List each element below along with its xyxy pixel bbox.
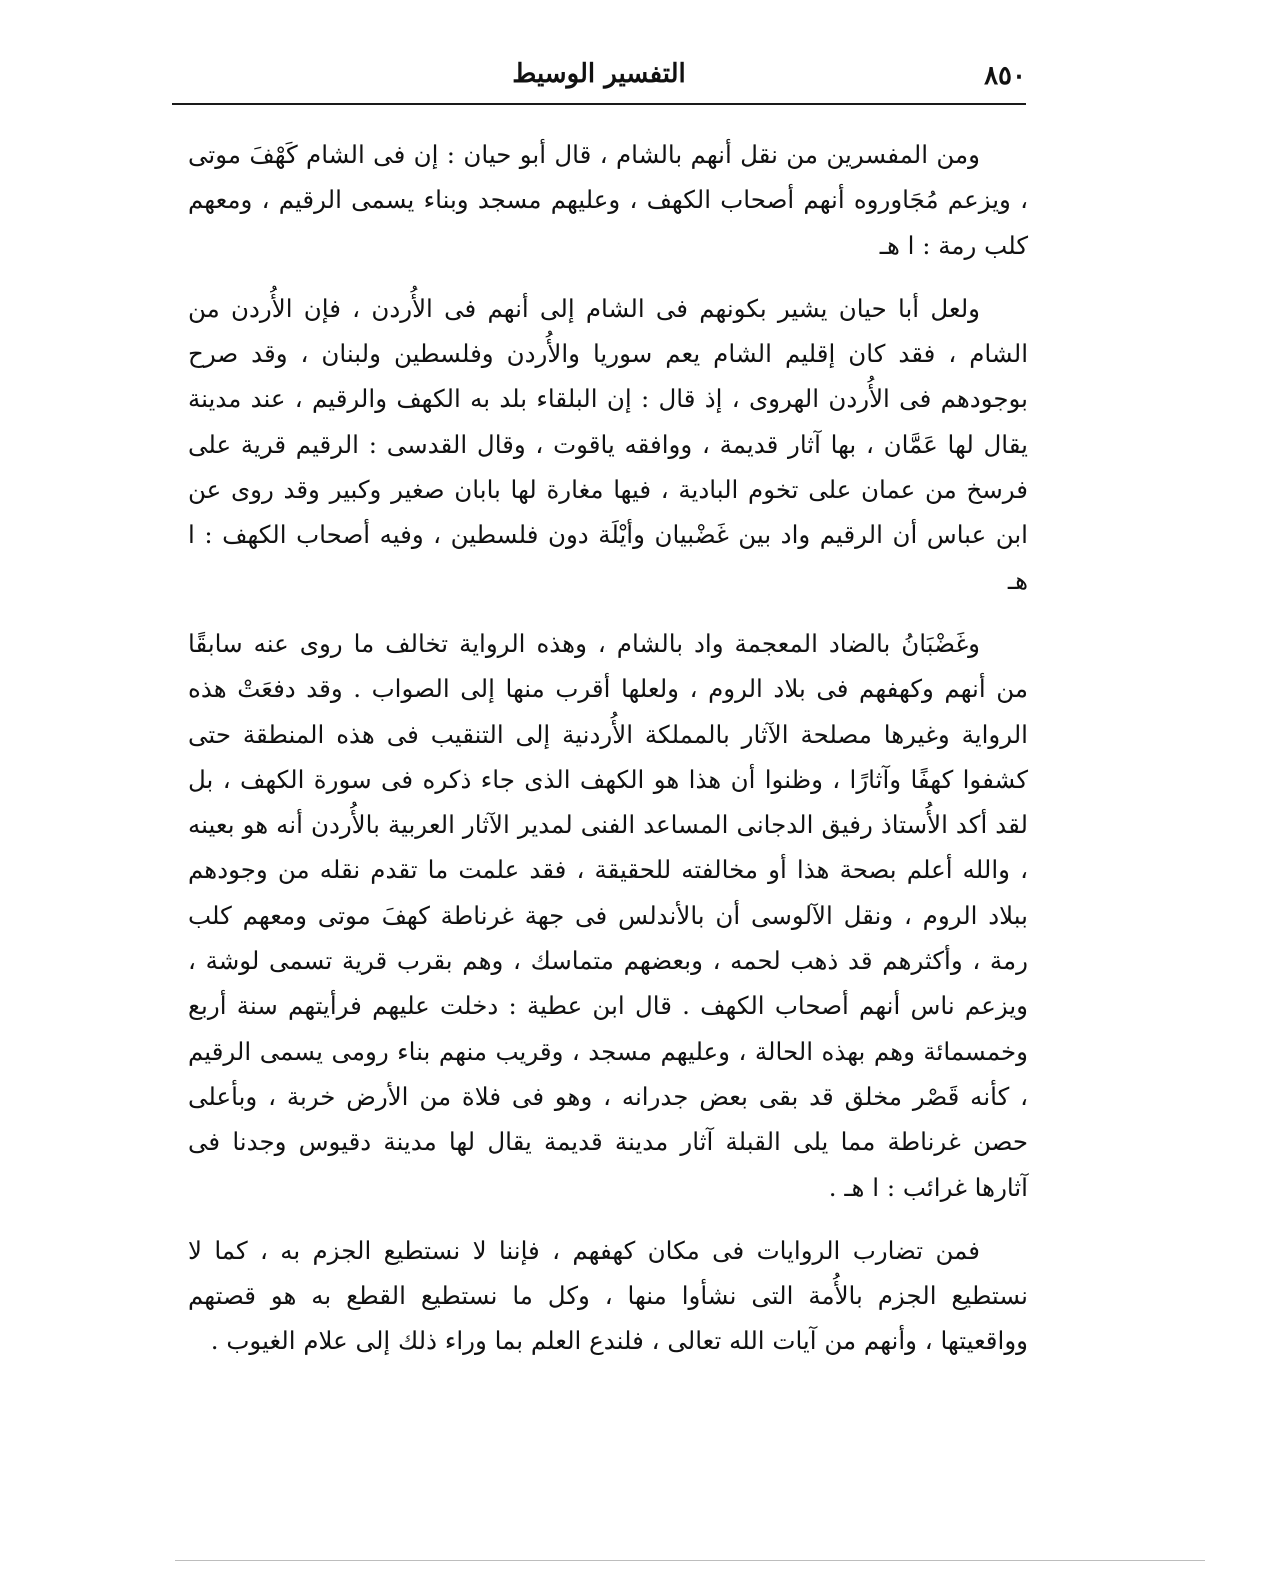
paragraph-jordan: ولعل أبا حيان يشير بكونهم فى الشام إلى أنهم فى الأُردن ، فإن الأُردن من الشام ، فقد كان إقليم الشام يعم سوريا والأُردن وفلسطين ولبنان ، وقد صرح بوجودهم فى الأُردن الهروى ، إذ قال : إن البلقاء بلد به الكهف والرقيم ، عند مدينة يقال لها عَمَّان ، بها آثار قديمة ، ووافقه ياقوت ، وقال القدسى : الرقيم قرية على فرسخ من عمان على تخوم البادية ، فيها مغارة لها بابان صغير وكبير وقد روى عن ابن عباس أن الرقيم واد بين غَضْبيان وأيْلَة دون فلسطين ، وفيه أصحاب الكهف : ا هـ [188,293,1028,595]
bottom-rule [175,1560,1205,1561]
paragraph-conclusion: فمن تضارب الروايات فى مكان كهفهم ، فإننا لا نستطيع الجزم به ، كما لا نستطيع الجزم بالأُمة التى نشأوا منها ، وكل ما نستطيع القطع به هو قصتهم وواقعيتها ، وأنهم من آيات الله تعالى ، فلندع العلم بما وراء ذلك إلى علام الغيوب . [188,1235,1028,1356]
header-rule [172,103,1026,105]
body-text [188,132,1028,1364]
running-title: التفسير الوسيط [512,59,686,89]
paragraph-ghadban: وغَضْبَانُ بالضاد المعجمة واد بالشام ، وهذه الرواية تخالف ما روى عنه سابقًا من أنهم وكهفهم فى بلاد الروم ، ولعلها أقرب منها إلى الصواب . وقد دفعَتْ هذه الرواية وغيرها مصلحة الآثار بالمملكة الأُردنية إلى التنقيب فى هذه المنطقة حتى كشفوا كهفًا وآثارًا ، وظنوا أن هذا هو الكهف الذى جاء ذكره فى سورة الكهف ، بل لقد أكد الأُستاذ رفيق الدجانى المساعد الفنى لمدير الآثار العربية بالأُردن أنه هو بعينه ، والله أعلم بصحة هذا أو مخالفته للحقيقة ، فقد علمت ما تقدم نقله من وجودهم ببلاد الروم ، ونقل الآلوسى أن بالأندلس فى جهة غرناطة كهفَ موتى ومعهم كلب رمة ، وأكثرهم قد ذهب لحمه ، وبعضهم متماسك ، وهم بقرب قرية تسمى لوشة ، ويزعم ناس أنهم أصحاب الكهف . قال ابن عطية : دخلت عليهم فرأيتهم سنة أربع وخمسمائة وهم بهذه الحالة ، وعليهم مسجد ، وقريب منهم بناء رومى يسمى الرقيم ، كأنه قَصْر مخلق قد بقى بعض جدرانه ، وهو فى فلاة من الأرض خربة ، وبأعلى حصن غرناطة مما يلى القبلة آثار مدينة قديمة يقال لها مدينة دقيوس وجدنا فى آثارها غرائب : ا هـ . [188,628,1028,1202]
paragraph-abu-hayyan: ومن المفسرين من نقل أنهم بالشام ، قال أبو حيان : إن فى الشام كَهْفَ موتى ، ويزعم مُجَاوروه أنهم أصحاب الكهف ، وعليهم مسجد وبناء يسمى الرقيم ، ومعهم كلب رمة : ا هـ [188,140,1028,260]
page-header [172,55,1026,101]
page-number: ٨٥٠ [984,61,1026,91]
